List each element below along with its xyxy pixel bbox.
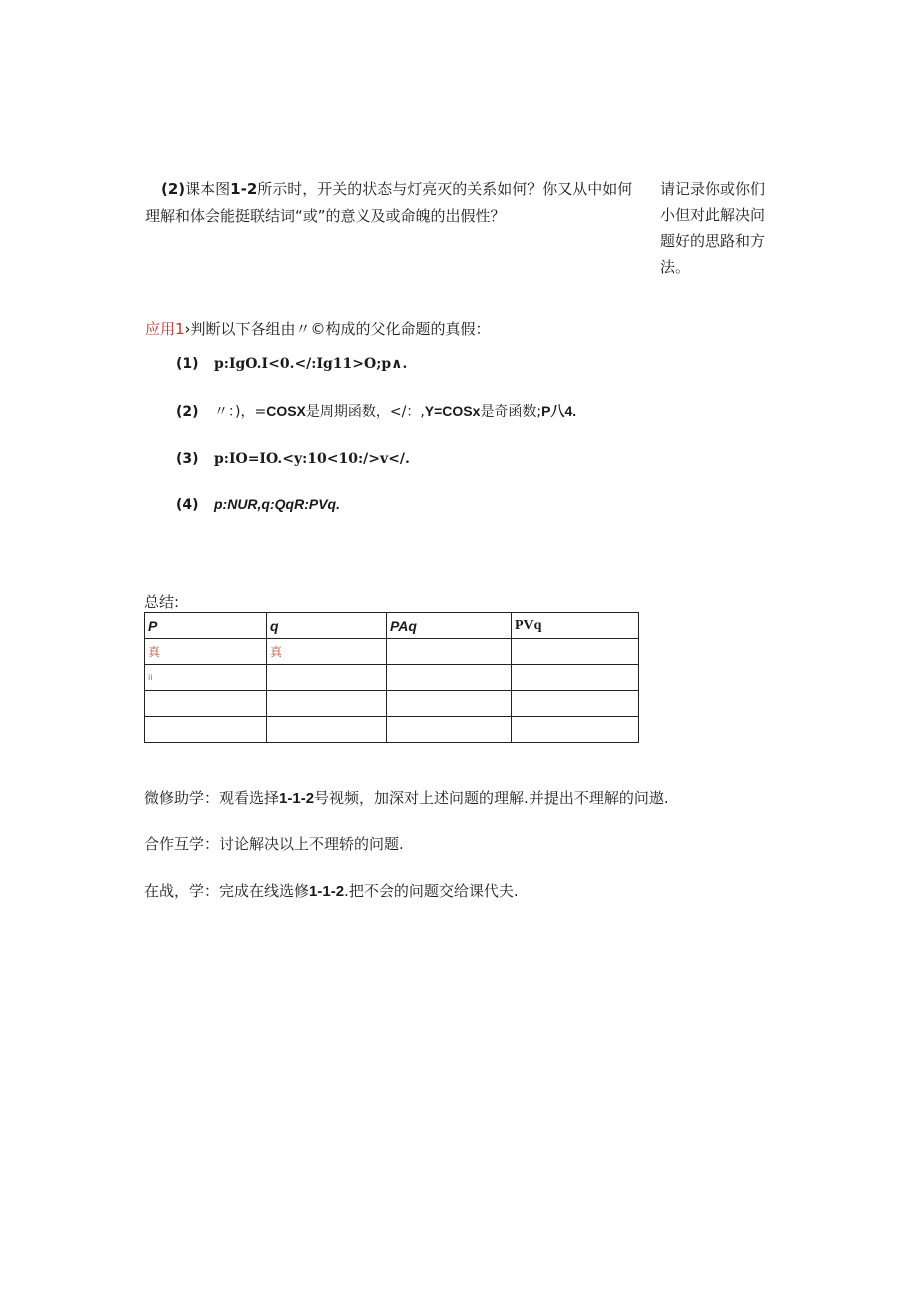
table-cell	[512, 639, 639, 665]
table-cell	[387, 717, 512, 743]
question-number: (2)	[161, 180, 186, 198]
table-cell	[145, 691, 267, 717]
table-cell	[145, 717, 267, 743]
application-item-3: (3) p:IO=IO.<y:10<10:/>v</.	[176, 451, 410, 467]
header-q: q	[267, 613, 387, 639]
header-p: P	[145, 613, 267, 639]
online-study-line: 在战，学：完成在线选修1-1-2.把不会的问题交给课代夫.	[144, 882, 519, 900]
truth-table	[144, 612, 639, 743]
header-p-or-q: PVq	[512, 613, 639, 639]
figure-ref: 1-2	[230, 180, 258, 198]
table-cell: ii	[145, 665, 267, 691]
application-heading: 应用1›判断以下各组由〃©构成的父化命题的真假：	[145, 320, 491, 338]
table-header-row	[145, 613, 639, 639]
table-cell	[512, 691, 639, 717]
table-cell	[267, 665, 387, 691]
table-cell: 真	[267, 639, 387, 665]
question-2: (2)课本图1-2所示时，开关的状态与灯亮灭的关系如何？你又从中如何理解和体会能挺联结词“或”的意义及或命魄的岀假性？	[145, 180, 633, 225]
table-row	[145, 691, 639, 717]
application-label: 应用1	[145, 320, 185, 338]
cooperative-study-line: 合作互学：讨论解决以上不理轿的问题.	[144, 835, 404, 853]
summary-label: 总结:	[144, 593, 180, 611]
table-cell	[387, 639, 512, 665]
application-item-4: (4) p:NUR,q:QqR:PVq.	[176, 496, 340, 513]
micro-study-line: 微修助学：观看选择1-1-2号视频，加深对上述问题的理解.并提出不理解的问遨.	[144, 789, 669, 807]
table-cell: 真	[145, 639, 267, 665]
header-p-and-q: PAq	[387, 613, 512, 639]
side-note: 请记录你或你们小但对此解决问题好的思路和方法。	[660, 180, 766, 276]
table-cell	[512, 717, 639, 743]
table-row	[145, 717, 639, 743]
table-cell	[387, 691, 512, 717]
application-item-2: (2) 〃：)，=COSX是周期函数，</：,Y=COSx是奇函数;P八4.	[176, 403, 577, 420]
table-cell	[267, 691, 387, 717]
application-item-1: (1) p:IgO.I<0.</:Ig11>O;p∧.	[176, 356, 408, 372]
table-row	[145, 665, 639, 691]
table-cell	[267, 717, 387, 743]
table-cell	[512, 665, 639, 691]
table-row	[145, 639, 639, 665]
table-cell	[387, 665, 512, 691]
